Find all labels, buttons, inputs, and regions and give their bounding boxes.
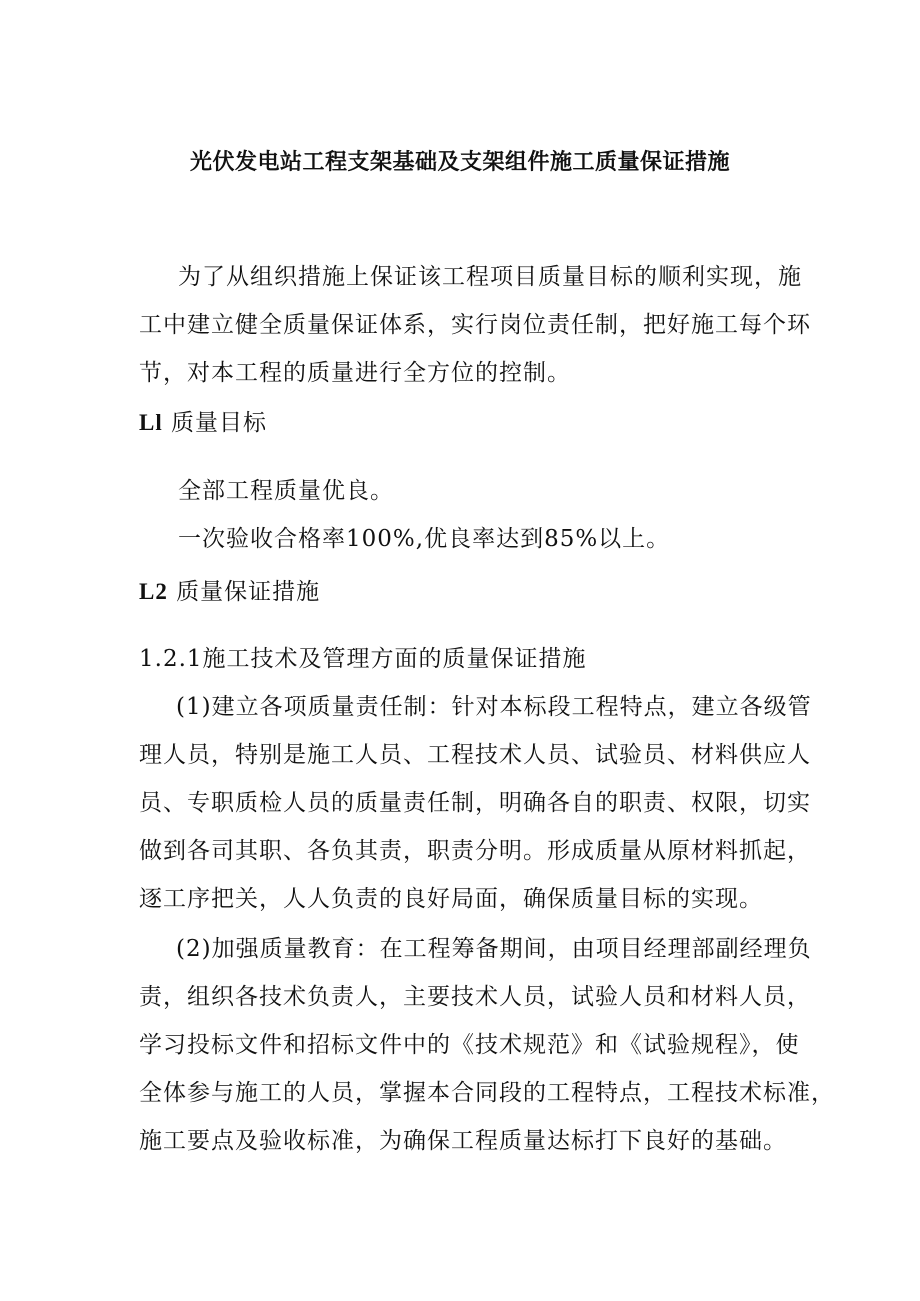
subsection-heading: 1.2.1施工技术及管理方面的质量保证措施 (139, 646, 587, 672)
intro-line-1: 为了从组织措施上保证该工程项目质量目标的顺利实现，施 (178, 264, 802, 290)
para-1-line: 员、专职质检人员的质量责任制，明确各自的职责、权限，切实 (139, 790, 811, 816)
section-2-number: L2 (139, 579, 168, 604)
section-1-item: 全部工程质量优良。 (178, 478, 394, 504)
para-1-line: (1)建立各项质量责任制：针对本标段工程特点，建立各级管 (176, 694, 812, 720)
para-1-line: 理人员，特别是施工人员、工程技术人员、试验员、材料供应人 (139, 742, 811, 768)
section-1-heading (139, 404, 267, 437)
para-2-line: 责，组织各技术负责人，主要技术人员，试验人员和材料人员， (139, 984, 811, 1010)
section-1-title: 质量目标 (171, 410, 268, 436)
section-1-item: 一次验收合格率100%,优良率达到85%以上。 (178, 526, 671, 552)
para-2-line: 全体参与施工的人员，掌握本合同段的工程特点，工程技术标准， (139, 1080, 835, 1106)
para-2-line: 学习投标文件和招标文件中的《技术规范》和《试验规程》，使 (139, 1032, 800, 1058)
intro-line-3: 节，对本工程的质量进行全方位的控制。 (139, 360, 571, 386)
para-1-line: 做到各司其职、各负其责，职责分明。形成质量从原材料抓起， (139, 838, 811, 864)
section-2-title: 质量保证措施 (176, 579, 321, 605)
section-1-number: Ll (139, 410, 163, 435)
para-2-line: (2)加强质量教育：在工程筹备期间，由项目经理部副经理负 (176, 936, 812, 962)
para-2-line: 施工要点及验收标准，为确保工程质量达标打下良好的基础。 (139, 1128, 787, 1154)
intro-line-2: 工中建立健全质量保证体系，实行岗位责任制，把好施工每个环 (139, 312, 811, 338)
section-2-heading (139, 573, 320, 606)
document-title: 光伏发电站工程支架基础及支架组件施工质量保证措施 (189, 149, 730, 175)
para-1-line: 逐工序把关，人人负责的良好局面，确保质量目标的实现。 (139, 886, 763, 912)
